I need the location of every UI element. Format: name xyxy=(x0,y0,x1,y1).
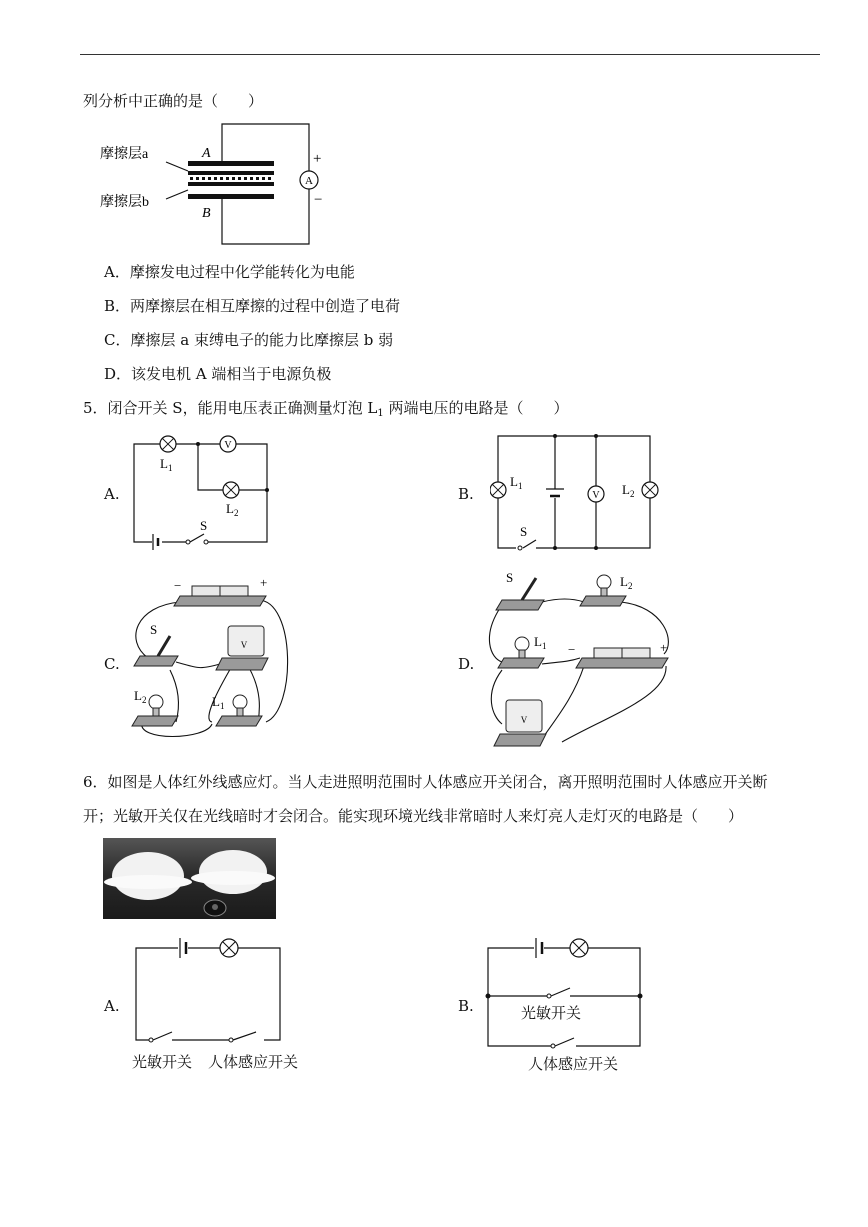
label-l1: $L_1$ xyxy=(212,694,225,711)
q5-letter-b: B. xyxy=(458,485,474,503)
q6-stem-line1: 6．如图是人体红外线感应灯。当人走进照明范围时人体感应开关闭合，离开照明范围时人体感应开关断 xyxy=(83,773,768,791)
q4-option-d: D．该发电机 A 端相当于电源负极 xyxy=(104,365,332,383)
q5-letter-d: D. xyxy=(458,655,475,673)
q5-stem-before: 5．闭合开关 S，能用电压表正确测量灯泡 L xyxy=(83,399,378,417)
q4-option-c: C．摩擦层 a 束缚电子的能力比摩擦层 b 弱 xyxy=(104,331,394,349)
q5-circuit-a xyxy=(128,430,274,552)
label-l1: $L_1$ xyxy=(160,456,173,473)
battery-plus: + xyxy=(660,640,668,655)
ammeter-letter: A xyxy=(305,175,313,187)
voltmeter-icon xyxy=(494,700,546,746)
voltmeter-icon xyxy=(588,486,604,502)
q5-physical-circuit-d xyxy=(488,566,678,756)
q4-option-b: B．两摩擦层在相互摩擦的过程中创造了电荷 xyxy=(104,297,401,315)
q4-option-a: A．摩擦发电过程中化学能转化为电能 xyxy=(104,263,355,281)
bulb-l1-icon xyxy=(160,436,176,452)
q6b-body-switch-label: 人体感应开关 xyxy=(528,1055,619,1073)
label-l2: $L_2$ xyxy=(226,501,239,518)
bulb-l1-icon xyxy=(490,482,506,498)
q5-letter-c: C. xyxy=(104,655,120,673)
svg-text:V: V xyxy=(592,490,600,501)
switch-icon xyxy=(496,578,544,610)
friction-dots xyxy=(190,177,271,180)
q4-generator-diagram xyxy=(98,118,338,250)
label-l2: $L_2$ xyxy=(620,574,633,591)
q6-circuit-a xyxy=(130,936,320,1046)
bulb-l2-icon xyxy=(223,482,239,498)
q5-stem xyxy=(83,398,568,424)
svg-text:V: V xyxy=(520,715,528,725)
header-rule xyxy=(80,54,820,55)
lamp-icon xyxy=(220,939,238,957)
plate-bottom-bar xyxy=(188,194,274,199)
q5-stem-after: 两端电压的电路是（ ） xyxy=(383,399,569,417)
battery-minus: − xyxy=(174,578,182,593)
battery-holder-icon xyxy=(576,648,668,668)
label-l2: $L_2$ xyxy=(622,482,635,499)
q6-letter-a: A. xyxy=(104,997,120,1015)
label-end-a: A xyxy=(202,146,211,161)
label-l1: $L_1$ xyxy=(510,474,523,491)
lamp-icon xyxy=(570,939,588,957)
battery-minus: − xyxy=(568,642,576,657)
battery-holder-icon xyxy=(174,586,266,606)
svg-text:V: V xyxy=(224,440,232,451)
terminal-minus: − xyxy=(314,192,323,208)
label-l1: $L_1$ xyxy=(534,634,547,651)
sensor-lamp-photo xyxy=(103,838,276,919)
svg-text:V: V xyxy=(240,640,248,650)
q4-stem-tail: 列分析中正确的是（ ） xyxy=(83,92,264,110)
label-end-b: B xyxy=(202,206,211,221)
q5-letter-a: A. xyxy=(104,485,120,503)
voltmeter-icon xyxy=(220,436,236,452)
q5-physical-circuit-c xyxy=(126,570,306,748)
q6a-body-switch-label: 人体感应开关 xyxy=(208,1053,299,1071)
q5-circuit-b xyxy=(490,430,660,554)
terminal-plus: + xyxy=(313,151,322,167)
q6-circuit-b xyxy=(484,934,654,1052)
label-s: S xyxy=(506,570,514,585)
label-l2: $L_2$ xyxy=(134,688,147,705)
q6b-light-switch-label: 光敏开关 xyxy=(521,1004,582,1022)
label-layer-a: 摩擦层a xyxy=(100,147,149,162)
label-s: S xyxy=(200,518,208,533)
q6-letter-b: B. xyxy=(458,997,474,1015)
voltmeter-icon xyxy=(216,626,268,670)
friction-layer-a xyxy=(188,171,274,175)
label-s: S xyxy=(150,622,158,637)
label-layer-b: 摩擦层b xyxy=(100,195,149,210)
label-s: S xyxy=(520,524,528,539)
q5-stem-sub: 1 xyxy=(377,408,384,419)
plate-top-bar xyxy=(188,161,274,166)
battery-plus: + xyxy=(260,575,268,590)
q6-stem-line2: 开；光敏开关仅在光线暗时才会闭合。能实现环境光线非常暗时人来灯亮人走灯灭的电路是（ ） xyxy=(83,807,744,825)
bulb-l2-icon xyxy=(642,482,658,498)
q6a-light-switch-label: 光敏开关 xyxy=(132,1053,193,1071)
friction-layer-b xyxy=(188,182,274,186)
